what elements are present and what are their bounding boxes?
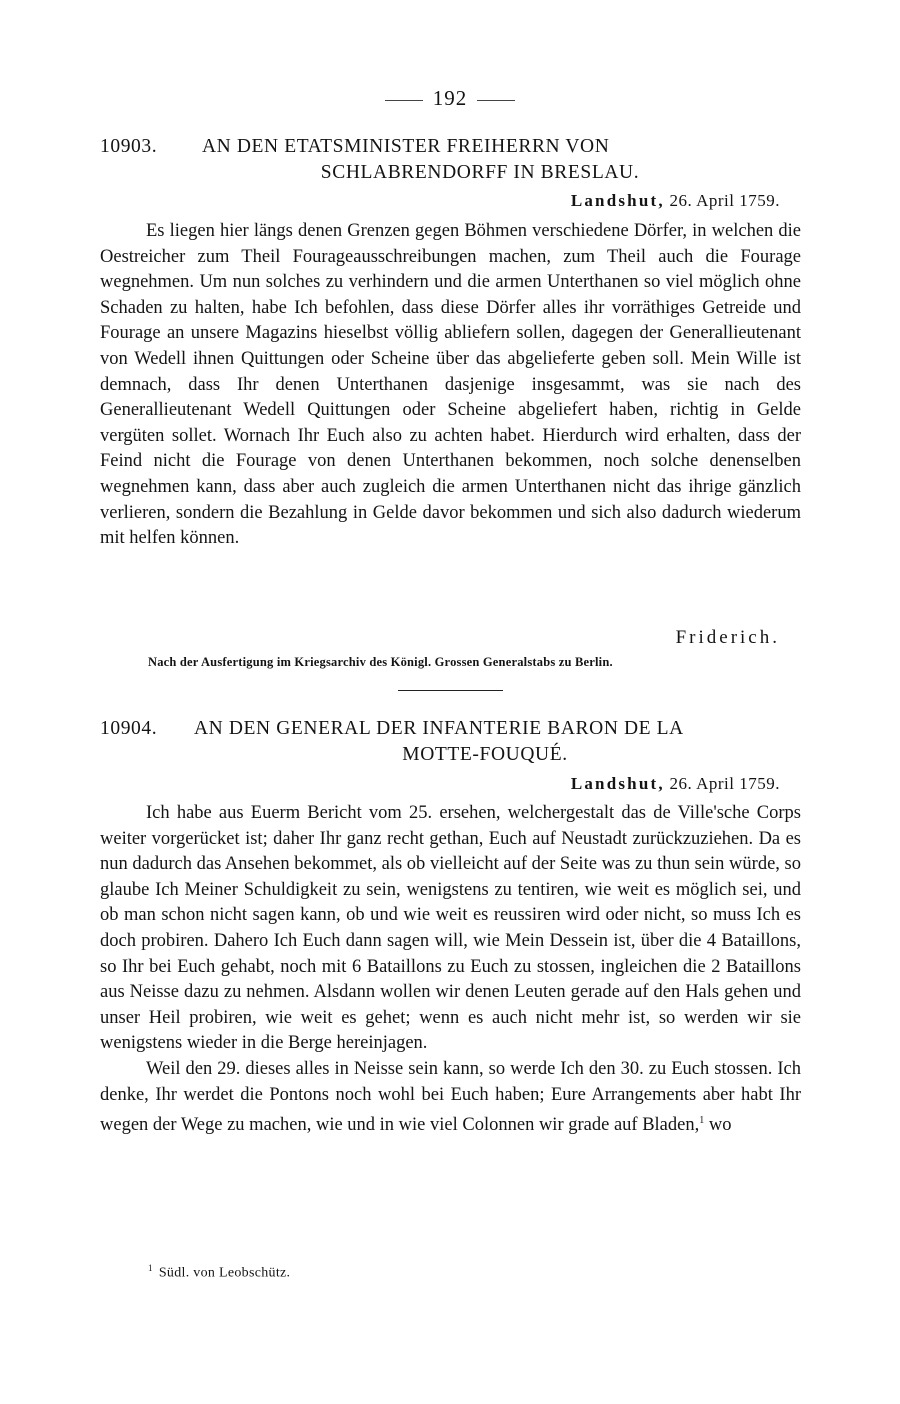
paragraph-text: Weil den 29. dieses alles in Neisse sein kann, so werde Ich den 30. zu Euch stossen. Ich denke, Ihr werdet die Pontons noch wohl bei Euch haben; Eure Arrangements aber habt Ihr wegen der Wege zu machen, wie und in wie viel Colonnen wir grade auf Bladen, [100, 1058, 801, 1136]
letter-heading-line2: MOTTE-FOUQUÉ. [402, 744, 568, 765]
body-paragraph: Es liegen hier längs denen Grenzen gegen Böhmen verschiedene Dörfer, in welchen die Oestreicher zum Theil Fourageausschreibungen machen, zum Theil auch die Fourage wegnehmen. Um nun solches zu verhindern und die armen Unterthanen so viel möglich ohne Schaden zu halten, habe Ich befohlen, dass diese Dörfer alles ihr vorräthiges Getreide und Fourage an unsere Magazins hieselbst völlig abliefern sollen, dagegen der Generallieutenant von Wedell ihnen Quittungen oder Scheine über das abgelieferte geben soll. Mein Wille ist demnach, dass Ihr denen Unterthanen dasjenige insgesammt, was sie nach des Generallieutenant Wedell Quittungen oder Scheine abgeliefert haben, richtig in Gelde vergüten sollet. Wornach Ihr Euch also zu achten habet. Hierdurch wird erhalten, dass der Feind nicht die Fourage von denen Unterthanen bekommen, noch solche denenselben wegnehmen kann, dass aber auch zugleich die armen Unterthanen nicht das ihrige gänzlich verlieren, sondern die Bezahlung in Gelde davor bekommen und sich also dadurch wiederum mit helfen können. [100, 221, 801, 549]
page-header [0, 86, 900, 111]
letter-heading [100, 134, 800, 186]
letter-heading-line2: SCHLABRENDORFF IN BRESLAU. [320, 162, 640, 183]
letter-number: 10903. [100, 136, 158, 157]
paragraph-continuation: wo [704, 1115, 732, 1136]
source-note: Nach der Ausfertigung im Kriegsarchiv des Königl. Grossen Generalstabs zu Berlin. [148, 655, 613, 669]
dateline [571, 191, 780, 211]
dateline-place: Landshut, [570, 774, 665, 793]
signature: Friderich. [675, 627, 780, 648]
footnote-reference: 1 [699, 1115, 705, 1127]
section-divider [398, 690, 503, 691]
dateline-date: 26. April 1759. [669, 191, 780, 210]
letter-body [100, 801, 801, 1139]
body-paragraph [100, 1057, 801, 1139]
letter-heading-line1: AN DEN GENERAL DER INFANTERIE BARON DE LA [194, 718, 684, 739]
dateline-date: 26. April 1759. [669, 774, 780, 793]
letter-number: 10904. [100, 718, 158, 739]
letter-heading-line1: AN DEN ETATSMINISTER FREIHERRN VON [202, 136, 610, 157]
dateline-place: Landshut, [570, 191, 665, 210]
header-rule-right [477, 100, 515, 101]
page-number: 192 [432, 86, 468, 110]
letter-heading [100, 716, 800, 768]
header-rule-left [385, 100, 423, 101]
footnote-mark: 1 [148, 1263, 153, 1273]
letter-body [100, 219, 801, 552]
body-paragraph: Ich habe aus Euerm Bericht vom 25. ersehen, welchergestalt das de Ville'sche Corps weiter vorgerücket ist; daher Ihr ganz recht gethan, Euch auf Neustadt zurückzuziehen. Da es nun dadurch das Ansehen bekommet, als ob vielleicht auf der Seite was zu thun sein würde, so glaube Ich Meiner Schuldigkeit zu sein, wenigstens zu tentiren, wie weit es möglich sei, und ob man schon nicht sagen kann, ob und wie weit es reussiren wird oder nicht, so muss Ich es doch probiren. Dahero Ich Euch dann sagen will, wie Mein Dessein ist, über die 4 Bataillons, so Ihr bei Euch gehabt, noch mit 6 Bataillons zu Euch zu stossen, ingleichen die 2 Bataillons aus Neisse dazu zu nehmen. Alsdann wollen wir denen Leuten gerade auf den Hals gehen und unser Heil probiren, wie weit es gehet; wenn es auch nicht mehr ist, so werden wir sie wenigstens wieder in die Berge hereinjagen. [100, 803, 801, 1054]
dateline [571, 774, 780, 794]
footnote-text: Südl. von Leobschütz. [158, 1265, 291, 1281]
footnote [148, 1263, 290, 1282]
